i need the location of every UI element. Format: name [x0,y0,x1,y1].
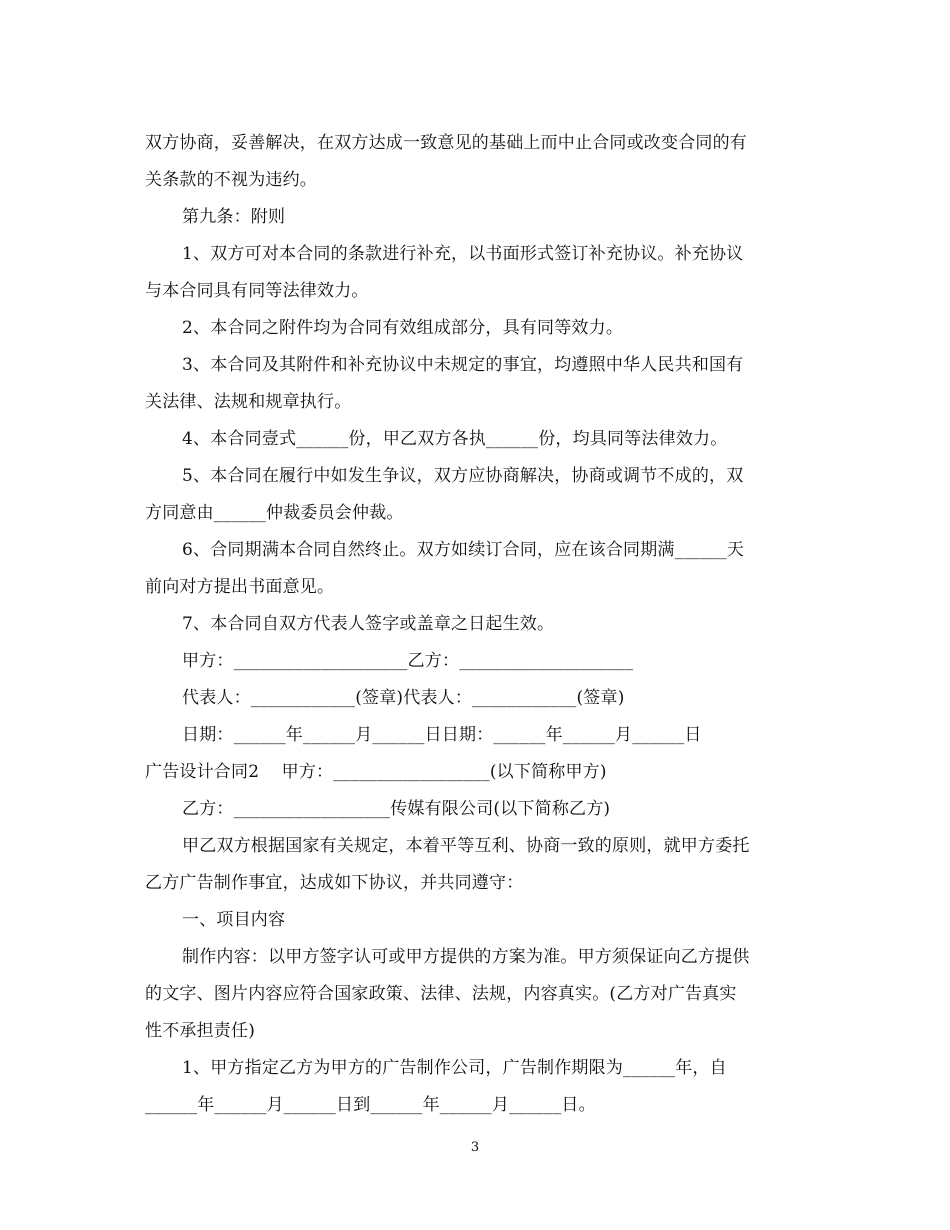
text-line: ______年______月______日到______年______月______日。 [145,1095,596,1115]
page-number: 3 [470,1140,480,1155]
section-heading: 第九条：附则 [182,207,286,227]
text-line: 7、本合同自双方代表人签字或盖章之日起生效。 [182,614,555,634]
text-line: 制作内容：以甲方签字认可或甲方提供的方案为准。甲方须保证向乙方提供 [182,947,750,967]
text-line: 关法律、法规和规章执行。 [145,392,352,412]
text-line: 乙方广告制作事宜，达成如下协议，并共同遵守： [145,873,524,893]
contract-title-line: 广告设计合同2 甲方：__________________(以下简称甲方) [145,762,607,782]
text-line: 2、本合同之附件均为合同有效组成部分，具有同等效力。 [182,318,624,338]
text-line: 甲乙双方根据国家有关规定，本着平等互利、协商一致的原则，就甲方委托 [182,836,750,856]
text-line: 与本合同具有同等法律效力。 [145,281,369,301]
signature-representative-line: 代表人：____________(签章)代表人：____________(签章) [182,688,625,708]
party-b-line: 乙方：__________________传媒有限公司(以下简称乙方) [182,799,611,819]
signature-date-line: 日期：______年______月______日日期：______年______月______日 [182,725,702,745]
text-line: 3、本合同及其附件和补充协议中未规定的事宜，均遵照中华人民共和国有 [182,355,744,375]
text-line: 4、本合同壹式______份，甲乙双方各执______份，均具同等法律效力。 [182,429,728,449]
section-heading: 一、项目内容 [182,910,286,930]
text-line: 性不承担责任) [145,1021,256,1041]
text-line: 6、合同期满本合同自然终止。双方如续订合同，应在该合同期满______天 [182,540,745,560]
text-line: 关条款的不视为违约。 [145,170,317,190]
text-line: 方同意由______仲裁委员会仲裁。 [145,503,404,523]
text-line: 5、本合同在履行中如发生争议，双方应协商解决，协商或调节不成的，双 [182,466,744,486]
text-line: 双方协商，妥善解决，在双方达成一致意见的基础上而中止合同或改变合同的有 [145,133,747,153]
text-line: 前向对方提出书面意见。 [145,577,335,597]
text-line: 1、双方可对本合同的条款进行补充，以书面形式签订补充协议。补充协议 [182,244,744,264]
text-line: 的文字、图片内容应符合国家政策、法律、法规，内容真实。(乙方对广告真实 [145,984,737,1004]
signature-party-line: 甲方：____________________乙方：____________________ [182,651,634,671]
text-line: 1、甲方指定乙方为甲方的广告制作公司，广告制作期限为______年，自 [182,1058,727,1078]
